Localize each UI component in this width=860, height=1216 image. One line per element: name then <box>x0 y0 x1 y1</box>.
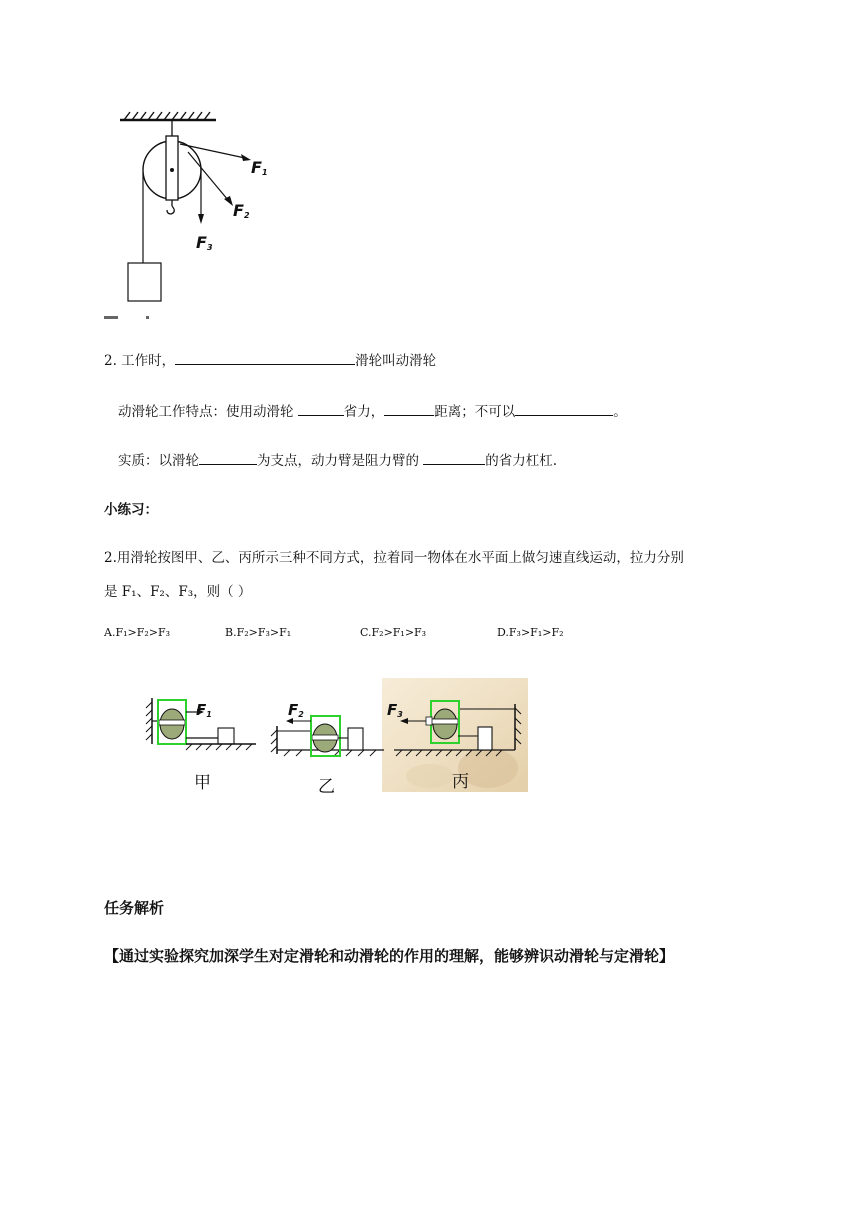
fig1-label-f2: $F_2$ <box>233 201 250 220</box>
answer-blank[interactable] <box>423 451 485 465</box>
movable-pulley-essence: 实质：以滑轮 为支点，动力臂是阻力臂的 的省力杠杠. <box>118 453 558 469</box>
practice-heading: 小练习： <box>104 502 158 518</box>
option-a[interactable]: A.F₁>F₂>F₃ <box>104 626 170 639</box>
arrangement-yi <box>271 716 384 756</box>
answer-blank[interactable] <box>384 402 434 416</box>
fixed-pulley-figure <box>100 108 300 323</box>
task-goal: 【通过实验探究加深学生对定滑轮和动滑轮的作用的理解，能够辨识动滑轮与定滑轮】 <box>104 947 675 965</box>
fig1-label-f1: $F_1$ <box>251 158 268 177</box>
fig2-label-f1: $F_1$ <box>196 701 212 719</box>
movable-pulley-definition: 2. 工作时， 滑轮叫动滑轮 <box>104 353 437 369</box>
option-c[interactable]: C.F₂>F₁>F₃ <box>360 626 427 639</box>
option-b[interactable]: B.F₂>F₃>F₁ <box>225 626 292 639</box>
question-line-1: 2.用滑轮按图甲、乙、丙所示三种不同方式，拉着同一物体在水平面上做匀速直线运动，拉力分别 <box>104 550 684 566</box>
answer-blank[interactable] <box>199 451 257 465</box>
question-line-2: 是 F₁、F₂、F₃，则（ ） <box>104 584 252 600</box>
label-bing: 丙 <box>452 772 469 792</box>
answer-blank[interactable] <box>175 351 355 365</box>
fig2-label-f3: $F_3$ <box>387 701 403 719</box>
task-heading: 任务解析 <box>104 899 165 917</box>
movable-pulley-features: 动滑轮工作特点：使用动滑轮 省力， 距离；不可以 。 <box>118 404 627 420</box>
fig2-label-f2: $F_2$ <box>288 701 304 719</box>
option-d[interactable]: D.F₃>F₁>F₂ <box>497 626 564 639</box>
answer-blank[interactable] <box>515 402 613 416</box>
answer-blank[interactable] <box>298 402 344 416</box>
label-jia: 甲 <box>194 773 211 793</box>
label-yi: 乙 <box>318 777 335 797</box>
fig1-label-f3: $F_3$ <box>196 233 213 252</box>
